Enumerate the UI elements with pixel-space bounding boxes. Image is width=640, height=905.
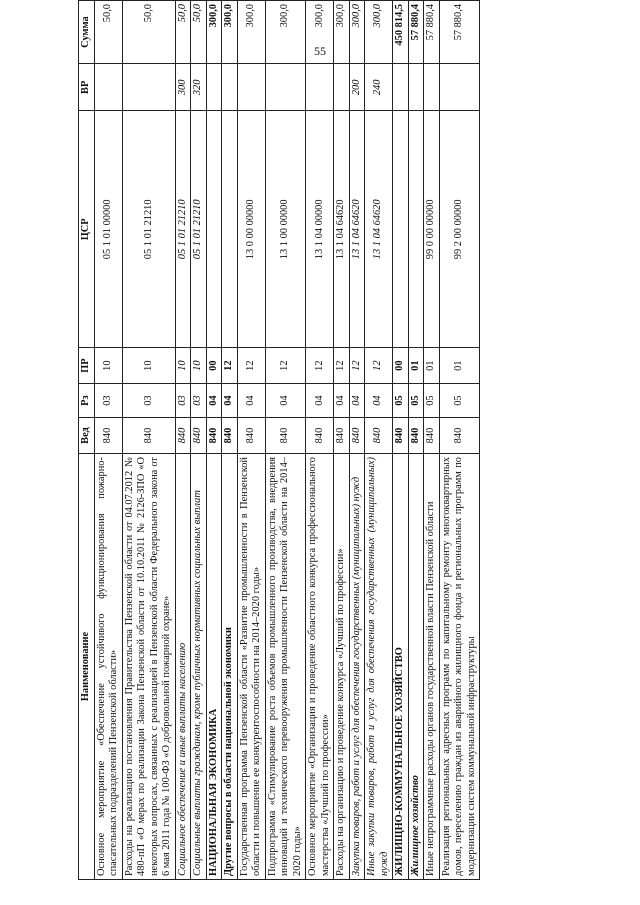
header-row	[79, 1, 95, 880]
cell-sum: 50,0	[122, 1, 175, 64]
cell-pr: 10	[122, 348, 175, 384]
header-csr: ЦСР	[79, 111, 95, 348]
cell-csr: 05 1 01 21210	[191, 111, 206, 348]
cell-rz: 04	[334, 384, 349, 418]
cell-sum: 300,0	[349, 1, 364, 64]
cell-pr: 10	[191, 348, 206, 384]
cell-ved: 840	[122, 417, 175, 453]
cell-vr: 240	[365, 64, 393, 111]
cell-name: Подпрограмма «Стимулирование роста объемов промышленного производства, внедрения инноваций и технического перевооружения промышленности Пензенской области на 2014–2020 годы»	[265, 454, 305, 880]
cell-vr: 300	[175, 64, 190, 111]
cell-name: Иные закупки товаров, работ и услуг для обеспечения государственных (муниципальных) нужд	[365, 454, 393, 880]
cell-vr	[222, 64, 237, 111]
table-row	[191, 1, 206, 880]
cell-csr: 13 0 00 00000	[237, 111, 265, 348]
cell-vr	[334, 64, 349, 111]
cell-vr	[122, 64, 175, 111]
table-row	[265, 1, 305, 880]
cell-name: Социальные выплаты гражданам, кроме публичных нормативных социальных выплат	[191, 454, 206, 880]
cell-name: ЖИЛИЩНО-КОММУНАЛЬНОЕ ХОЗЯЙСТВО	[393, 454, 408, 880]
cell-name: Жилищное хозяйство	[408, 454, 423, 880]
cell-vr	[265, 64, 305, 111]
cell-ved: 840	[439, 417, 479, 453]
cell-name: Государственная программа Пензенской области «Развитие промышленности в Пензенской области и повышение ее конкурентоспособности на 2014–2020 годы»	[237, 454, 265, 880]
cell-name: Другие вопросы в области национальной экономики	[222, 454, 237, 880]
cell-csr: 13 1 04 64620	[365, 111, 393, 348]
table-row	[122, 1, 175, 880]
cell-csr: 99 2 00 00000	[439, 111, 479, 348]
cell-vr	[306, 64, 334, 111]
cell-pr: 01	[439, 348, 479, 384]
cell-pr: 01	[408, 348, 423, 384]
cell-ved: 840	[237, 417, 265, 453]
cell-pr: 12	[365, 348, 393, 384]
cell-rz: 05	[424, 384, 439, 418]
cell-pr: 12	[222, 348, 237, 384]
cell-sum: 450 814,5	[393, 1, 408, 64]
cell-pr: 12	[306, 348, 334, 384]
cell-csr	[222, 111, 237, 348]
cell-ved: 840	[393, 417, 408, 453]
table-row	[175, 1, 190, 880]
cell-vr: 320	[191, 64, 206, 111]
cell-rz: 04	[206, 384, 221, 418]
header-sum: Сумма	[79, 1, 95, 64]
cell-sum: 300,0	[334, 1, 349, 64]
cell-pr: 01	[424, 348, 439, 384]
table-row	[306, 1, 334, 880]
cell-vr	[393, 64, 408, 111]
cell-vr	[439, 64, 479, 111]
cell-sum: 50,0	[191, 1, 206, 64]
cell-vr: 200	[349, 64, 364, 111]
cell-rz: 04	[237, 384, 265, 418]
table-row	[95, 1, 123, 880]
table-row	[365, 1, 393, 880]
table-row	[222, 1, 237, 880]
header-pr: ПР	[79, 348, 95, 384]
cell-pr: 10	[175, 348, 190, 384]
cell-pr: 12	[334, 348, 349, 384]
cell-sum: 57 880,4	[408, 1, 423, 64]
table-row	[408, 1, 423, 880]
header-vr: ВР	[79, 64, 95, 111]
cell-name: Иные непрограммные расходы органов государственной власти Пензенской области	[424, 454, 439, 880]
cell-name: Основное мероприятие «Организация и проведение областного конкурса профессионального мастерства «Лучший по профессии»	[306, 454, 334, 880]
table-row	[237, 1, 265, 880]
cell-rz: 03	[122, 384, 175, 418]
table-row	[206, 1, 221, 880]
cell-rz: 04	[222, 384, 237, 418]
cell-pr: 12	[265, 348, 305, 384]
cell-csr: 99 0 00 00000	[424, 111, 439, 348]
cell-rz: 04	[265, 384, 305, 418]
cell-vr	[237, 64, 265, 111]
cell-pr: 00	[206, 348, 221, 384]
cell-ved: 840	[95, 417, 123, 453]
cell-csr: 13 1 04 00000	[306, 111, 334, 348]
cell-sum: 57 880,4	[424, 1, 439, 64]
header-name: Наименование	[79, 454, 95, 880]
cell-ved: 840	[265, 417, 305, 453]
table-row	[439, 1, 479, 880]
cell-sum: 300,0	[365, 1, 393, 64]
cell-name: Реализация региональных адресных программ по капитальному ремонту многоквартирных домов, переселению граждан из аварийного жилищного фонда и региональных программ по модернизации систем коммунальной инфраструктуры	[439, 454, 479, 880]
cell-vr	[95, 64, 123, 111]
cell-rz: 05	[439, 384, 479, 418]
cell-sum: 300,0	[265, 1, 305, 64]
cell-name: Закупка товаров, работ и услуг для обеспечения государственных (муниципальных) нужд	[349, 454, 364, 880]
cell-csr: 05 1 01 21210	[175, 111, 190, 348]
cell-sum: 300,0	[206, 1, 221, 64]
cell-pr: 12	[237, 348, 265, 384]
cell-name: Расходы на организацию и проведение конкурса «Лучший по профессии»	[334, 454, 349, 880]
budget-table	[78, 0, 480, 880]
header-rz: Рз	[79, 384, 95, 418]
cell-rz: 04	[349, 384, 364, 418]
cell-ved: 840	[175, 417, 190, 453]
cell-rz: 03	[95, 384, 123, 418]
cell-name: НАЦИОНАЛЬНАЯ ЭКОНОМИКА	[206, 454, 221, 880]
cell-ved: 840	[365, 417, 393, 453]
cell-name: Социальное обеспечение и иные выплаты населению	[175, 454, 190, 880]
cell-rz: 03	[191, 384, 206, 418]
table-row	[393, 1, 408, 880]
cell-rz: 05	[393, 384, 408, 418]
cell-vr	[424, 64, 439, 111]
cell-ved: 840	[306, 417, 334, 453]
cell-ved: 840	[191, 417, 206, 453]
cell-vr	[206, 64, 221, 111]
cell-name: Расходы на реализацию постановления Правительства Пензенской области от 04.07.2012 № 480-пП «О мерах по реализации Закона Пензенской области от 10.10.2011 № 2126-ЗПО «О некоторых вопросах, связанных с реализацией в Пензенской области Федерального закона от 6 мая 2011 года № 100-ФЗ «О добровольной пожарной охране»	[122, 454, 175, 880]
cell-rz: 04	[365, 384, 393, 418]
cell-rz: 05	[408, 384, 423, 418]
cell-rz: 04	[306, 384, 334, 418]
cell-csr: 05 1 01 21210	[122, 111, 175, 348]
cell-csr: 13 1 04 64620	[334, 111, 349, 348]
cell-ved: 840	[334, 417, 349, 453]
cell-csr: 13 1 04 64620	[349, 111, 364, 348]
table-row	[349, 1, 364, 880]
cell-ved: 840	[206, 417, 221, 453]
cell-name: Основное мероприятие «Обеспечение устойчивого функционирования пожарно-спасательных подразделений Пензенской области»	[95, 454, 123, 880]
cell-ved: 840	[424, 417, 439, 453]
cell-csr: 13 1 00 00000	[265, 111, 305, 348]
header-ved: Вед	[79, 417, 95, 453]
cell-rz: 03	[175, 384, 190, 418]
cell-csr	[206, 111, 221, 348]
cell-sum: 57 880,4	[439, 1, 479, 64]
cell-pr: 00	[393, 348, 408, 384]
cell-vr	[408, 64, 423, 111]
cell-ved: 840	[222, 417, 237, 453]
cell-sum: 300,0	[222, 1, 237, 64]
cell-csr: 05 1 01 00000	[95, 111, 123, 348]
cell-sum: 300,0	[237, 1, 265, 64]
cell-pr: 12	[349, 348, 364, 384]
cell-ved: 840	[408, 417, 423, 453]
cell-ved: 840	[349, 417, 364, 453]
page-number: 55	[314, 44, 326, 58]
cell-sum: 50,0	[175, 1, 190, 64]
cell-sum: 50,0	[95, 1, 123, 64]
table-row	[334, 1, 349, 880]
rotated-table-area	[78, 0, 638, 880]
cell-csr	[393, 111, 408, 348]
cell-pr: 10	[95, 348, 123, 384]
cell-sum: 300,0	[306, 1, 334, 64]
cell-csr	[408, 111, 423, 348]
table-row	[424, 1, 439, 880]
table-body	[95, 1, 480, 880]
